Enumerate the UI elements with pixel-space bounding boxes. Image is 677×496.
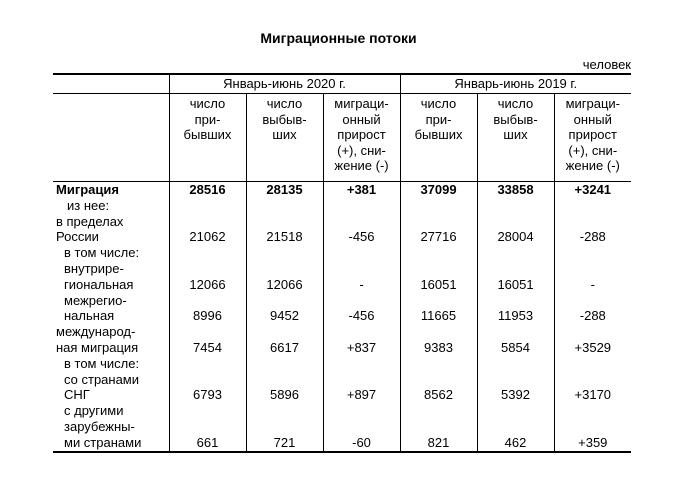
table-cell (169, 356, 246, 372)
table-cell: 9452 (246, 293, 323, 325)
table-cell: 6617 (246, 324, 323, 356)
table-cell: 11665 (400, 293, 477, 325)
column-header: число при- бывших (400, 94, 477, 182)
table-row (53, 261, 631, 293)
table-cell (400, 356, 477, 372)
table-cell: 821 (400, 403, 477, 451)
table-cell: +897 (323, 372, 400, 404)
table-row (53, 245, 631, 261)
table-cell (169, 198, 246, 214)
table-cell: 11953 (477, 293, 554, 325)
table-cell: 28516 (169, 182, 246, 198)
corner-cell (53, 74, 169, 94)
table-cell: +381 (323, 182, 400, 198)
row-label: с другими зарубежны- ми странами (53, 403, 169, 451)
column-header: число выбыв- ших (246, 94, 323, 182)
table-cell: 8562 (400, 372, 477, 404)
table-row (53, 182, 631, 198)
table-row (53, 293, 631, 325)
table-cell (400, 245, 477, 261)
table-cell: 8996 (169, 293, 246, 325)
table-cell: 21062 (169, 214, 246, 246)
table-row (53, 214, 631, 246)
column-header-row (53, 94, 631, 182)
period-2020-header: Январь-июнь 2020 г. (169, 74, 400, 94)
row-label: в пределах России (56, 213, 124, 245)
table-cell: 12066 (246, 261, 323, 293)
table-cell: - (323, 261, 400, 293)
table-cell: +837 (323, 324, 400, 356)
table-cell: 721 (246, 403, 323, 451)
table-row (53, 372, 631, 404)
row-label: международ- ная миграция (56, 324, 139, 355)
table-cell: 7454 (169, 324, 246, 356)
table-title: Миграционные потоки (260, 30, 417, 46)
table-cell (554, 198, 631, 214)
period-header-row (53, 74, 631, 94)
table-row (53, 198, 631, 214)
table-cell: 12066 (169, 261, 246, 293)
unit-label: человек (582, 57, 631, 72)
table-cell: -456 (323, 214, 400, 246)
table-cell: 16051 (400, 261, 477, 293)
row-label: Миграция (56, 182, 119, 197)
table-cell (323, 198, 400, 214)
table-cell: +3170 (554, 372, 631, 404)
table-cell: 661 (169, 403, 246, 451)
table-cell: 16051 (477, 261, 554, 293)
table-cell: +3529 (554, 324, 631, 356)
table-cell: 5896 (246, 372, 323, 404)
table-cell: - (554, 261, 631, 293)
table-cell: 28135 (246, 182, 323, 198)
column-header: миграци- онный прирост (+), сни- жение (-) (323, 94, 400, 182)
row-label: со странами СНГ (64, 371, 140, 403)
table-cell (477, 245, 554, 261)
table-cell: +3241 (554, 182, 631, 198)
column-header: число при- бывших (169, 94, 246, 182)
table-row (53, 356, 631, 372)
table-cell: +359 (554, 403, 631, 451)
table-cell: 27716 (400, 214, 477, 246)
table-cell (477, 356, 554, 372)
table-cell (554, 356, 631, 372)
table-cell: 5392 (477, 372, 554, 404)
table-cell (323, 356, 400, 372)
table-cell (246, 198, 323, 214)
corner-cell-2 (53, 94, 169, 182)
table-cell: -288 (554, 214, 631, 246)
table-cell: 6793 (169, 372, 246, 404)
table-cell (169, 245, 246, 261)
table-cell (477, 198, 554, 214)
table-cell: -60 (323, 403, 400, 451)
column-header: миграци- онный прирост (+), сни- жение (-) (554, 94, 631, 182)
migration-table (53, 73, 631, 453)
row-label: внутрире- гиональная (64, 260, 134, 292)
table-row (53, 324, 631, 356)
table-cell (400, 198, 477, 214)
row-label: в том числе: (64, 355, 140, 371)
period-2019-header: Январь-июнь 2019 г. (400, 74, 631, 94)
table-cell: 462 (477, 403, 554, 451)
column-header: число выбыв- ших (477, 94, 554, 182)
table-cell: 5854 (477, 324, 554, 356)
table-cell (246, 356, 323, 372)
table-cell (323, 245, 400, 261)
table-cell: 21518 (246, 214, 323, 246)
row-label: в том числе: (64, 245, 140, 261)
table-cell: 37099 (400, 182, 477, 198)
row-label: из нее: (67, 197, 110, 213)
table-cell: -456 (323, 293, 400, 325)
table-row (53, 403, 631, 451)
row-label: межрегио- нальная (64, 292, 127, 324)
table-cell: 28004 (477, 214, 554, 246)
table-cell (246, 245, 323, 261)
table-cell: -288 (554, 293, 631, 325)
table-cell: 33858 (477, 182, 554, 198)
table-cell (554, 245, 631, 261)
table-cell: 9383 (400, 324, 477, 356)
